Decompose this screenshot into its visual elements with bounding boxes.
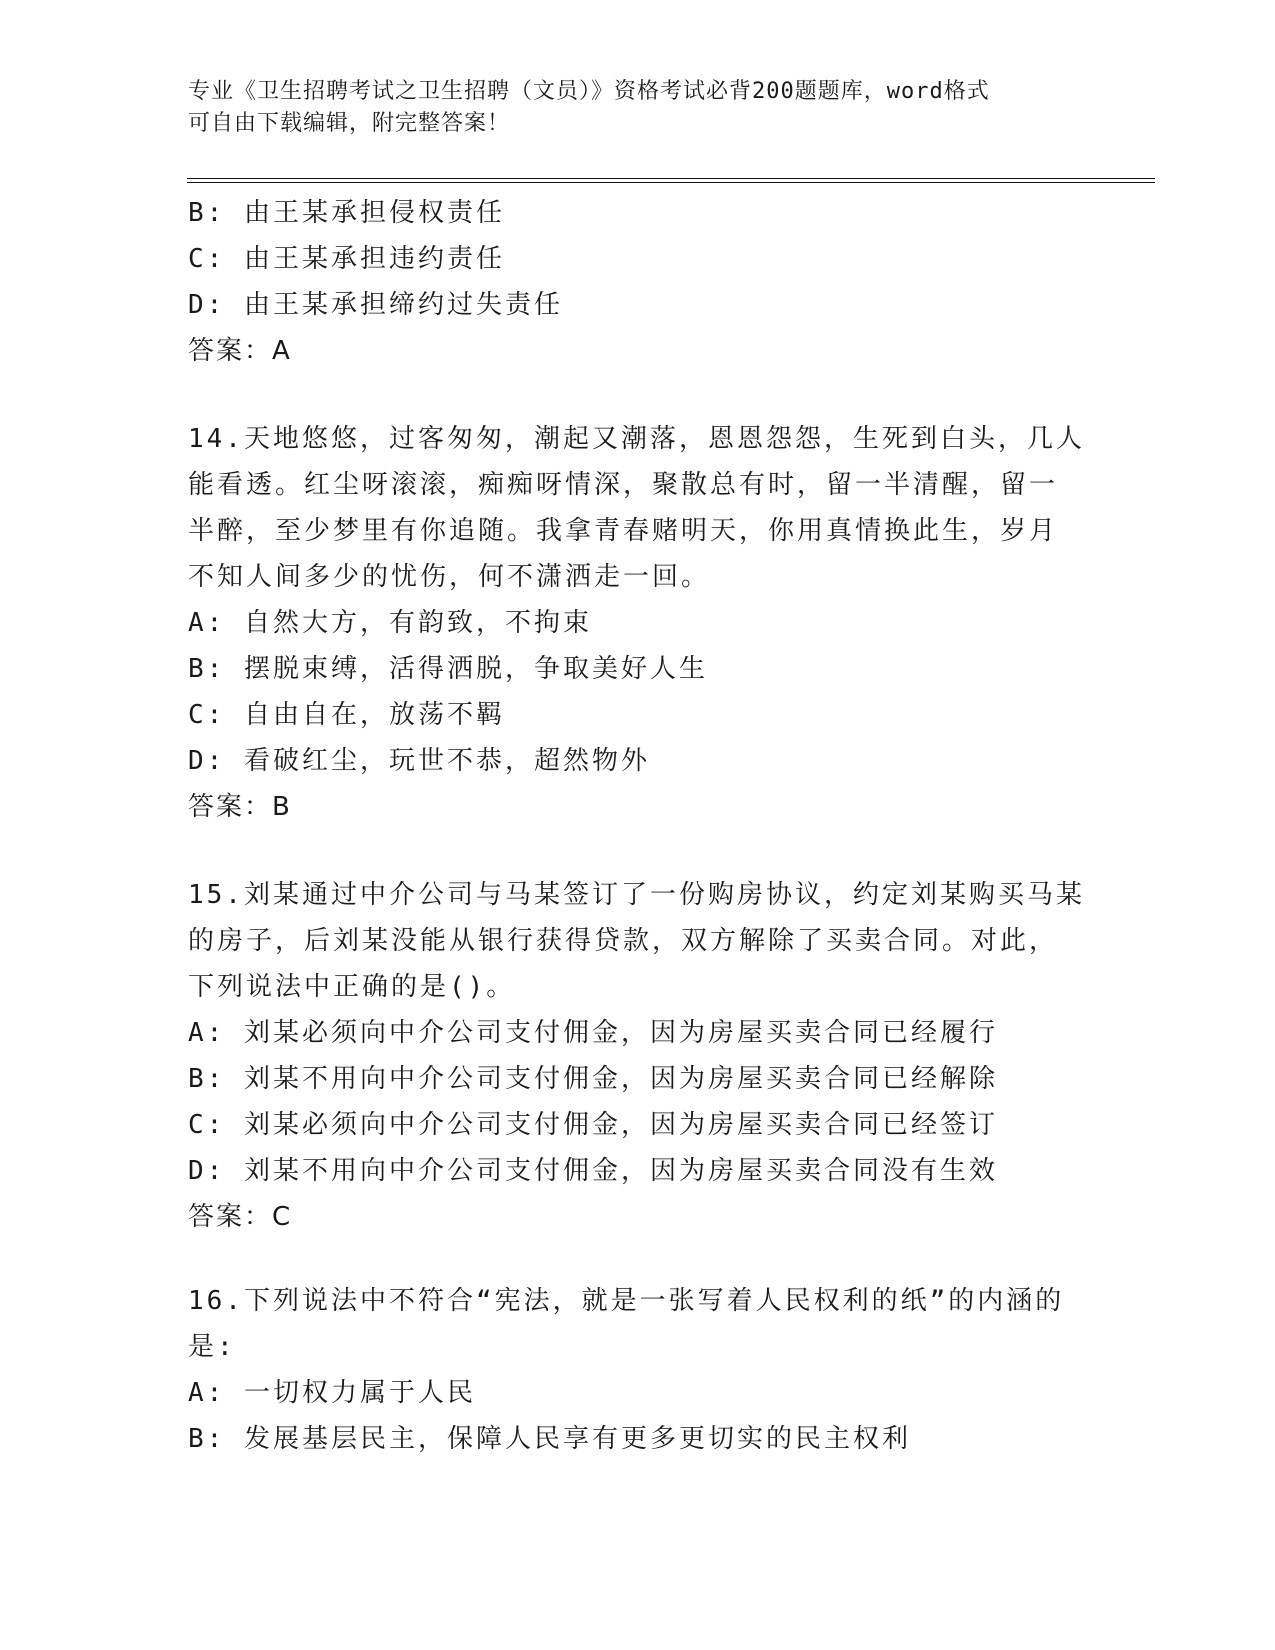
option-c: C: 刘某必须向中介公司支付佣金，因为房屋买卖合同已经签订 [188, 1110, 998, 1140]
question-14 [188, 416, 1088, 830]
answer: 答案：A [188, 336, 292, 366]
question-stem-line: 16.下列说法中不符合“宪法，就是一张写着人民权利的纸”的内涵的 [188, 1286, 1065, 1316]
question-stem-line: 能看透。红尘呀滚滚，痴痴呀情深，聚散总有时，留一半清醒，留一 [188, 470, 1059, 500]
option-d: D: 看破红尘，玩世不恭，超然物外 [188, 746, 650, 776]
header-line-1: 专业《卫生招聘考试之卫生招聘（文员）》资格考试必背200题题库，word格式 [188, 79, 990, 104]
option-b: B: 刘某不用向中介公司支付佣金，因为房屋买卖合同已经解除 [188, 1064, 998, 1094]
option-d: D: 刘某不用向中介公司支付佣金，因为房屋买卖合同没有生效 [188, 1156, 998, 1186]
option-a: A: 自然大方，有韵致，不拘束 [188, 608, 592, 638]
document-header [188, 76, 1068, 140]
question-stem-line: 14.天地悠悠，过客匆匆，潮起又潮落，恩恩怨怨，生死到白头，几人 [188, 424, 1085, 454]
question-list [188, 190, 1088, 1462]
option-b: B: 由王某承担侵权责任 [188, 198, 505, 228]
question-stem-line: 半醉，至少梦里有你追随。我拿青春赌明天，你用真情换此生，岁月 [188, 516, 1059, 546]
question-stem-line: 下列说法中正确的是()。 [188, 972, 516, 1002]
option-c: C: 由王某承担违约责任 [188, 244, 505, 274]
question-15 [188, 872, 1088, 1240]
option-d: D: 由王某承担缔约过失责任 [188, 290, 563, 320]
header-divider [187, 178, 1155, 183]
question-stem-line: 是: [188, 1332, 236, 1362]
option-c: C: 自由自在，放荡不羁 [188, 700, 505, 730]
option-b: B: 摆脱束缚，活得洒脱，争取美好人生 [188, 654, 708, 684]
option-a: A: 一切权力属于人民 [188, 1378, 476, 1408]
question-stem-line: 的房子，后刘某没能从银行获得贷款，双方解除了买卖合同。对此， [188, 926, 1059, 956]
question-13-remainder [188, 190, 1088, 374]
question-stem-line: 15.刘某通过中介公司与马某签订了一份购房协议，约定刘某购买马某 [188, 880, 1085, 910]
option-a: A: 刘某必须向中介公司支付佣金，因为房屋买卖合同已经履行 [188, 1018, 998, 1048]
question-stem-line: 不知人间多少的忧伤，何不潇洒走一回。 [188, 562, 711, 592]
answer: 答案：C [188, 1202, 293, 1232]
header-line-2: 可自由下载编辑，附完整答案！ [188, 111, 511, 136]
question-16 [188, 1278, 1088, 1462]
option-b: B: 发展基层民主，保障人民享有更多更切实的民主权利 [188, 1424, 911, 1454]
answer: 答案：B [188, 792, 292, 822]
